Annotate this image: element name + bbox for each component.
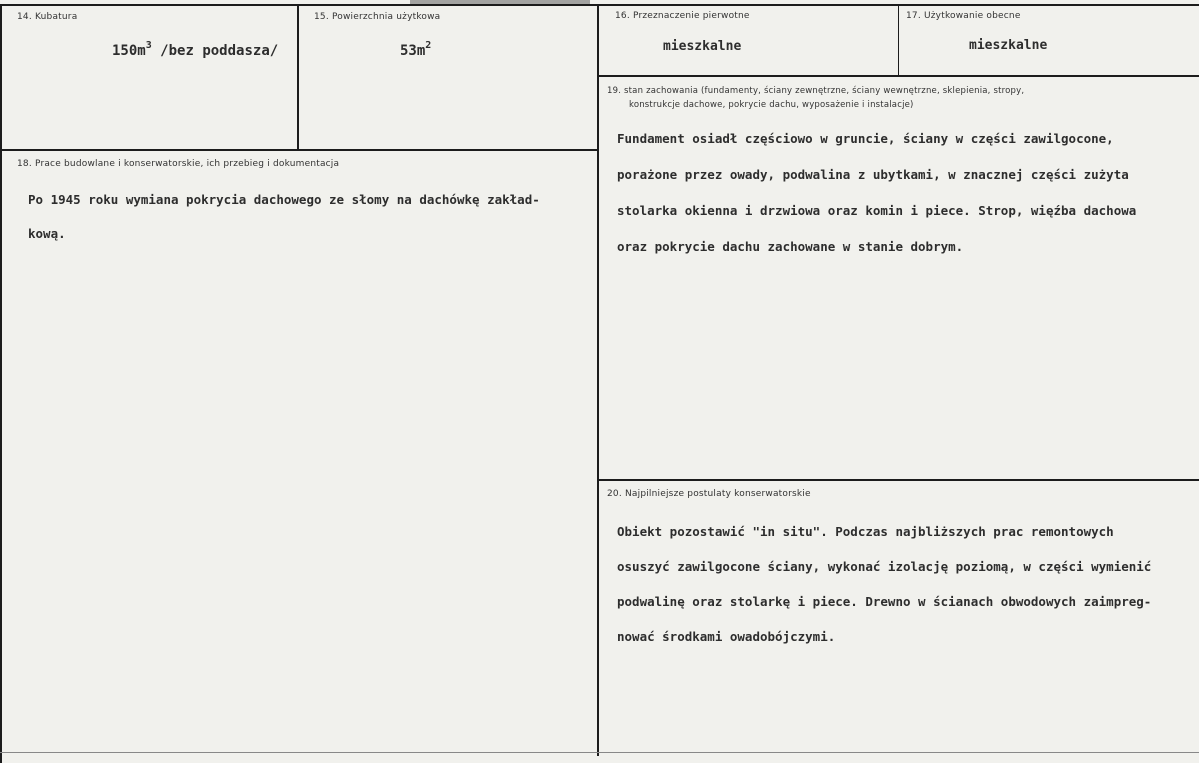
field-15-label: 15. Powierzchnia użytkowa [314,12,441,22]
field-18-label: 18. Prace budowlane i konserwatorskie, ich przebieg i dokumentacja [17,159,340,169]
field-16-label: 16. Przeznaczenie pierwotne [615,11,750,21]
divider-h-row1-right [598,75,1199,77]
top-border [0,4,1199,6]
field-15-exponent: 2 [425,40,432,51]
divider-h-19-20 [598,479,1199,481]
field-15-value [400,40,431,59]
divider-v-main [597,4,599,756]
field-18-line-2: kową. [28,226,66,241]
field-19-line-4: oraz pokrycie dachu zachowane w stanie dobrym. [617,239,964,254]
field-14-note: /bez poddasza/ [151,43,279,59]
field-16-value: mieszkalne [663,39,742,54]
field-19-line-2: porażone przez owady, podwalina z ubytkami, w znacznej części zużyta [617,167,1129,182]
field-20-line-1: Obiekt pozostawić "in situ". Podczas najbliższych prac remontowych [617,524,1114,539]
field-17-label: 17. Użytkowanie obecne [906,11,1021,21]
field-19-label-line-2: konstrukcje dachowe, pokrycie dachu, wyposażenie i instalacje) [629,100,914,110]
field-18-line-1: Po 1945 roku wymiana pokrycia dachowego ze słomy na dachówkę zakład- [28,192,540,207]
bottom-border [0,752,1199,753]
divider-h-row1-left [0,149,598,151]
field-20-line-3: podwalinę oraz stolarkę i piece. Drewno w ścianach obwodowych zaimpreg- [617,594,1152,609]
field-19-line-3: stolarka okienna i drzwiowa oraz komin i piece. Strop, więźba dachowa [617,203,1137,218]
divider-v-16-17 [898,4,899,76]
field-15-area: 53m [400,43,426,59]
field-19-label-line-1: 19. stan zachowania (fundamenty, ściany zewnętrzne, ściany wewnętrzne, sklepienia, stropy, [607,86,1025,96]
divider-v-14-15 [297,4,299,150]
field-20-text [617,524,1197,664]
field-17-value: mieszkalne [969,38,1048,53]
field-14-exponent: 3 [145,40,152,51]
field-19-line-1: Fundament osiadł częściowo w gruncie, ściany w części zawilgocone, [617,131,1114,146]
field-20-label: 20. Najpilniejsze postulaty konserwatorskie [607,489,811,499]
field-14-value [112,40,278,59]
field-20-line-2: osuszyć zawilgocone ściany, wykonać izolację poziomą, w części wymienić [617,559,1152,574]
field-14-volume: 150m [112,43,146,59]
left-border [0,4,2,763]
field-18-text [28,192,597,260]
field-14-label: 14. Kubatura [17,12,78,22]
field-19-text [617,131,1197,275]
field-20-line-4: nować środkami owadobójczymi. [617,629,836,644]
